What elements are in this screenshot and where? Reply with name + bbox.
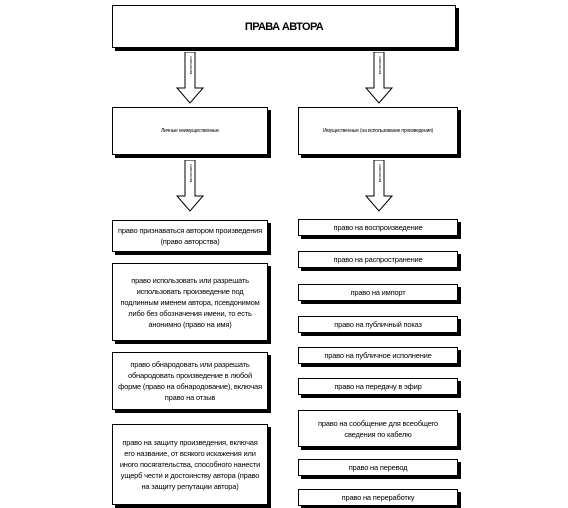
arrow-label: включают	[188, 56, 193, 75]
left-item-authorship	[112, 220, 268, 252]
left-item-text: право использовать или разрешать использовать произведение под подлинным именем автора, псевдонимом либо без обозначения имени, то есть анонимно (право на имя)	[120, 275, 260, 329]
left-category-text: Личные неимущественные	[160, 127, 220, 134]
arrow-label: включают	[188, 164, 193, 183]
left-item-text: право признаваться автором произведения (право авторства)	[117, 226, 263, 246]
left-item-text: право на защиту произведения, включая его название, от всякого искажения или иного посягательства, способного нанести ущерб чести и достоинству автора (право на защиту репутации автора)	[119, 438, 261, 491]
right-item-translation	[298, 459, 458, 476]
left-item-reputation	[112, 424, 268, 505]
left-item-text: право обнародовать или разрешать обнародовать произведение в любой форме (право на обнародование), включая право на отзыв	[118, 360, 262, 402]
right-item-text: право на распространение	[333, 255, 423, 264]
arrow-title-to-right	[364, 52, 394, 104]
arrow-right-to-items	[364, 160, 394, 212]
arrow-label: включают	[377, 164, 382, 183]
right-item-text: право на переработку	[341, 493, 415, 502]
right-item-text: право на передачу в эфир	[334, 382, 422, 391]
right-item-text: право на перевод	[348, 463, 408, 472]
right-category-text: Имущественные (на использование произведения)	[322, 127, 434, 134]
title-box	[112, 5, 456, 48]
right-item-text: право на воспроизведение	[333, 223, 423, 232]
right-item-broadcast	[298, 378, 458, 395]
left-item-disclosure	[112, 352, 268, 410]
right-item-reproduction	[298, 219, 458, 236]
arrow-title-to-left	[175, 52, 205, 104]
arrow-label: включают	[377, 56, 382, 75]
right-item-distribution	[298, 251, 458, 268]
right-category-box	[298, 107, 458, 155]
right-item-cable	[298, 410, 458, 447]
left-item-name	[112, 263, 268, 341]
title-text: ПРАВА АВТОРА	[244, 20, 324, 33]
right-item-text: право на импорт	[350, 288, 406, 297]
right-item-text: право на публичное исполнение	[324, 351, 432, 360]
arrow-left-to-items	[175, 160, 205, 212]
left-category-box	[112, 107, 268, 155]
right-item-text: право на публичный показ	[334, 320, 422, 329]
right-item-public-display	[298, 316, 458, 333]
right-item-public-performance	[298, 347, 458, 364]
right-item-text: право на сообщение для всеобщего сведения по кабелю	[317, 418, 439, 439]
right-item-import	[298, 284, 458, 301]
right-item-adaptation	[298, 489, 458, 506]
